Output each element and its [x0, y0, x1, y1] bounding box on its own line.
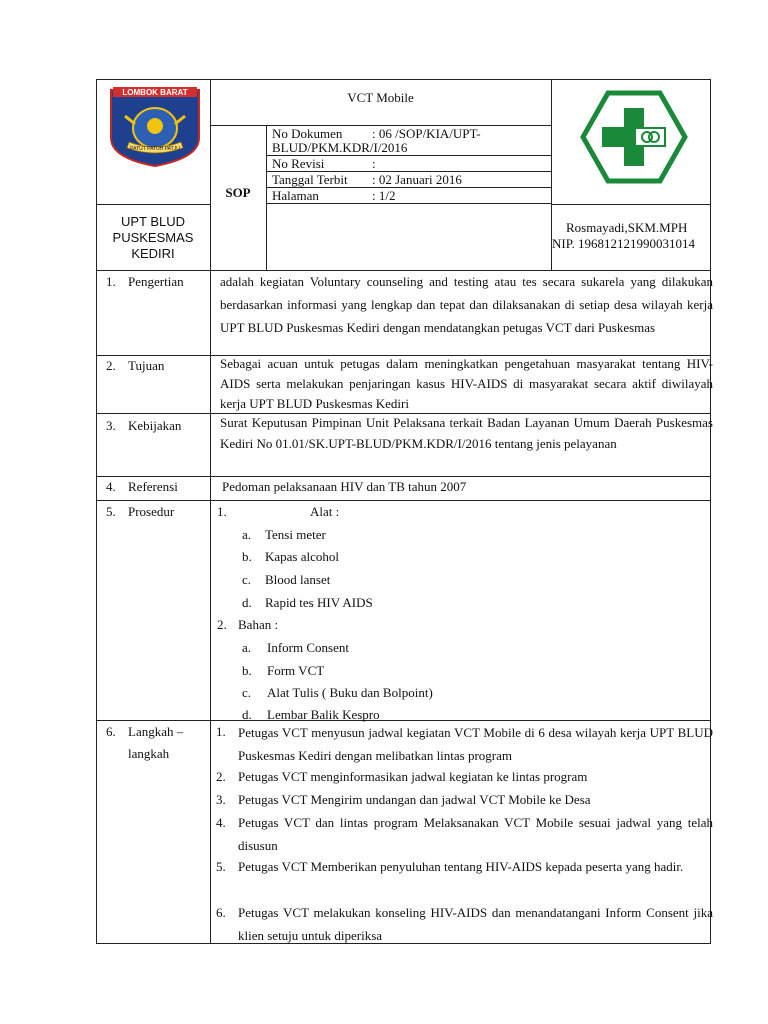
section-label-kebijakan: Kebijakan: [128, 418, 182, 433]
list-item-marker: d.: [242, 707, 252, 722]
step-number: 2.: [216, 769, 226, 784]
org-name-line-1: UPT BLUD: [120, 214, 186, 229]
issue-date-value: : 02 Januari 2016: [372, 172, 462, 187]
page-value: : 1/2: [372, 188, 396, 203]
list-item: Blood lanset: [265, 572, 331, 587]
step-text: Petugas VCT Mengirim undangan dan jadwal VCT Mobile ke Desa: [238, 792, 591, 807]
list-item: Lembar Balik Kespro: [267, 707, 380, 722]
table-border: [551, 204, 711, 205]
org-name-line-2: PUSKESMAS: [112, 230, 194, 245]
table-border: [96, 79, 97, 944]
alat-heading: Alat :: [310, 504, 340, 519]
table-border: [96, 204, 210, 205]
list-item-marker: a.: [242, 640, 252, 655]
list-item-marker: d.: [242, 595, 252, 610]
step-number: 5.: [216, 859, 226, 874]
section-number: 6.: [106, 724, 116, 739]
list-item: Tensi meter: [265, 527, 326, 542]
revision-value: :: [372, 156, 376, 171]
kebijakan-text: Surat Keputusan Pimpinan Unit Pelaksana terkait Badan Layanan Umum Daerah Puskesmas Kediri No 01.01/SK.UPT-BLUD/PKM.KDR/I/2016 tentang jenis pelayanan: [220, 415, 713, 451]
list-item: Kapas alcohol: [265, 549, 340, 564]
section-label-referensi: Referensi: [128, 479, 178, 494]
section-number: 4.: [106, 479, 116, 494]
section-label-tujuan: Tujuan: [128, 358, 165, 373]
list-item-marker: c.: [242, 685, 252, 700]
bahan-heading: Bahan :: [238, 617, 279, 632]
org-name-line-3: KEDIRI: [131, 246, 175, 261]
section-label-langkah-cont: langkah: [128, 746, 170, 761]
step-number: 1.: [216, 724, 226, 739]
list-item: Rapid tes HIV AIDS: [265, 595, 373, 610]
emblem-banner-text: LOMBOK BARAT: [122, 88, 188, 97]
step-text: Petugas VCT dan lintas program Melaksanakan VCT Mobile sesuai jadwal yang telah disusun: [238, 815, 713, 853]
page-label: Halaman: [272, 188, 319, 203]
section-number: 3.: [106, 418, 116, 433]
step-text: Petugas VCT menyusun jadwal kegiatan VCT Mobile di 6 desa wilayah kerja UPT BLUD Puskesmas Kediri dengan melibatkan lintas program: [238, 725, 713, 763]
table-border: [96, 500, 711, 501]
issue-date-label: Tanggal Terbit: [272, 172, 348, 187]
signer-nip: NIP. 196812121990031014: [552, 236, 696, 251]
step-number: 6.: [216, 905, 226, 920]
section-number: 5.: [106, 504, 116, 519]
doc-number-value: : 06 /SOP/KIA/UPT-: [372, 126, 481, 141]
puskesmas-logo: [580, 90, 688, 184]
section-label-prosedur: Prosedur: [128, 504, 175, 519]
alat-number: 1.: [217, 504, 227, 519]
list-item-marker: c.: [242, 572, 252, 587]
lombok-barat-emblem: [105, 84, 205, 168]
bahan-number: 2.: [217, 617, 227, 632]
step-text: Petugas VCT menginformasikan jadwal kegiatan ke lintas program: [238, 769, 588, 784]
emblem-motto: PATUT PATUH PATJU: [130, 146, 180, 152]
revision-label: No Revisi: [272, 156, 325, 171]
list-item: Form VCT: [267, 663, 325, 678]
step-text: Petugas VCT Memberikan penyuluhan tentang HIV-AIDS kepada peserta yang hadir.: [238, 859, 684, 874]
doc-number-value-cont: BLUD/PKM.KDR/I/2016: [272, 140, 408, 155]
section-label-langkah: Langkah –: [128, 724, 184, 739]
pengertian-text: adalah kegiatan Voluntary counseling and testing atau tes secara sukarela yang dilakukan berdasarkan informasi yang lengkap dan tepat dan dilaksanakan di setiap desa wilayah kerja UPT BLUD Puskesmas Kediri dengan mendatangkan petugas VCT dari Puskesmas: [220, 274, 713, 335]
step-number: 3.: [216, 792, 226, 807]
table-border: [96, 79, 711, 80]
table-border: [96, 476, 711, 477]
step-number: 4.: [216, 815, 226, 830]
list-item: Alat Tulis ( Buku dan Bolpoint): [267, 685, 433, 700]
list-item-marker: b.: [242, 663, 252, 678]
step-text: Petugas VCT melakukan konseling HIV-AIDS dan menandatangani Inform Consent jika klien setuju untuk diperiksa: [238, 905, 713, 943]
document-title: VCT Mobile: [347, 90, 414, 105]
table-border: [210, 79, 211, 944]
section-number: 2.: [106, 358, 116, 373]
section-label-pengertian: Pengertian: [128, 274, 184, 289]
tujuan-text: Sebagai acuan untuk petugas dalam meningkatkan pengetahuan masyarakat tentang HIV-AIDS serta melakukan penjaringan kasus HIV-AIDS di masyarakat secara aktif diwilayah kerja UPT BLUD Puskesmas Kediri: [220, 356, 713, 411]
list-item: Inform Consent: [267, 640, 349, 655]
doc-number-label: No Dokumen: [272, 126, 343, 141]
table-border: [266, 125, 267, 271]
referensi-text: Pedoman pelaksanaan HIV dan TB tahun 2007: [222, 479, 467, 494]
signer-name: Rosmayadi,SKM.MPH: [566, 220, 688, 235]
section-number: 1.: [106, 274, 116, 289]
list-item-marker: b.: [242, 549, 252, 564]
list-item-marker: a.: [242, 527, 252, 542]
sop-label: SOP: [225, 185, 251, 200]
